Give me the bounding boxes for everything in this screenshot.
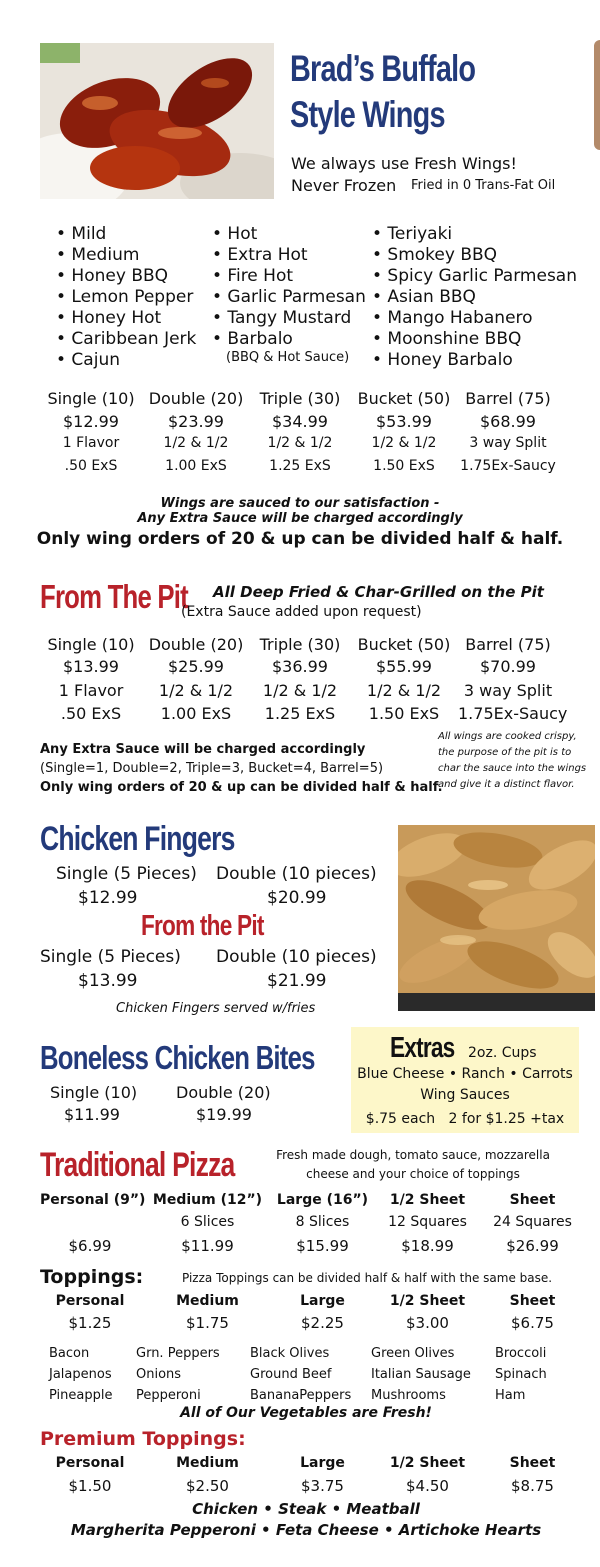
price-cell: $13.99	[63, 657, 119, 676]
size-cell: Double (20)	[148, 389, 244, 408]
wings-photo	[40, 43, 274, 199]
wings-note-2: Any Extra Sauce will be charged accordingly	[137, 511, 463, 526]
pit-charge-detail: (Single=1, Double=2, Triple=3, Bucket=4, Barrel=5)	[40, 761, 384, 776]
topping-item: Pineapple	[49, 1388, 113, 1403]
toppings-col-1	[49, 1343, 112, 1406]
fingers-pit-size-2: Double (10 pieces)	[216, 947, 377, 967]
split-cell: 1/2 & 1/2	[267, 435, 333, 451]
flavor-item: • Extra Hot	[212, 245, 308, 265]
premium-price: $2.50	[186, 1477, 229, 1495]
split-cell: 3 way Split	[469, 435, 547, 451]
topping-item: Pepperoni	[136, 1388, 201, 1403]
pit-charge-note: Any Extra Sauce will be charged accordingly	[40, 742, 366, 757]
fingers-size-2: Double (10 pieces)	[216, 864, 377, 884]
exs-cell: .50 ExS	[60, 704, 122, 723]
premium-size: 1/2 Sheet	[389, 1455, 466, 1471]
size-cell: Triple (30)	[259, 389, 341, 408]
toppings-note: Pizza Toppings can be divided half & half with the same base.	[182, 1271, 553, 1285]
wings-prices-row	[40, 412, 558, 431]
split-cell: 3 way Split	[463, 681, 553, 700]
pizza-slices: 24 Squares	[493, 1214, 572, 1230]
wings-title-line2: Style Wings	[290, 94, 445, 135]
flavor-item: • Barbalo	[212, 329, 293, 349]
toppings-prices-row	[40, 1314, 580, 1332]
toppings-col-4	[371, 1343, 471, 1406]
flavor-item: • Asian BBQ	[372, 287, 476, 307]
fried-text: Fried in 0 Trans-Fat Oil	[411, 178, 556, 193]
premium-size: Personal	[55, 1455, 125, 1471]
crispy-line: All wings are cooked crispy,	[438, 731, 577, 742]
exs-cell: 1.25 ExS	[269, 458, 331, 474]
wings-exs-row	[40, 458, 558, 474]
pizza-price: $26.99	[506, 1237, 559, 1255]
split-cell: 1/2 & 1/2	[366, 681, 442, 700]
pizza-slices	[40, 1214, 140, 1230]
exs-cell: 1.50 ExS	[373, 458, 435, 474]
bites-size-1: Single (10)	[50, 1083, 138, 1102]
topping-item: Ham	[495, 1388, 526, 1403]
pizza-sizes-row	[40, 1192, 580, 1208]
pizza-size: Medium (12”)	[152, 1192, 263, 1208]
flavor-item: • Tangy Mustard	[212, 308, 352, 328]
topping-item: Mushrooms	[371, 1388, 446, 1403]
size-cell: Single (10)	[47, 389, 135, 408]
premium-price: $1.50	[68, 1477, 112, 1495]
extras-price: $.75 each 2 for $1.25 +tax	[365, 1111, 565, 1127]
fingers-price-1: $12.99	[78, 888, 138, 908]
flavor-item: • Garlic Parmesan	[212, 287, 366, 307]
wings-note-1: Wings are sauced to our satisfaction -	[160, 496, 440, 511]
extras-title: Extras	[390, 1032, 455, 1064]
wings-sizes-row	[40, 389, 558, 408]
crispy-line: and give it a distinct flavor.	[438, 779, 575, 790]
toppings-col-2	[136, 1343, 220, 1406]
premium-size: Large	[300, 1455, 345, 1471]
toppings-col-5	[495, 1343, 547, 1406]
premium-price: $3.75	[301, 1477, 344, 1495]
pizza-slices: 8 Slices	[295, 1214, 350, 1230]
premium-size: Sheet	[509, 1455, 556, 1471]
pizza-price: $11.99	[181, 1237, 234, 1255]
price-cell: $70.99	[480, 657, 536, 676]
flavor-item: • Moonshine BBQ	[372, 329, 522, 349]
premium-prices-row	[40, 1477, 580, 1495]
split-cell: 1/2 & 1/2	[158, 681, 234, 700]
pizza-price: $6.99	[68, 1237, 112, 1255]
size-cell: Bucket (50)	[357, 389, 451, 408]
flavor-item: • Teriyaki	[372, 224, 453, 244]
split-cell: 1/2 & 1/2	[262, 681, 338, 700]
exs-cell: 1.00 ExS	[165, 458, 227, 474]
never-frozen-text: Never Frozen	[291, 176, 397, 195]
pit-title: From The Pit	[40, 578, 188, 615]
topping-size: Medium	[176, 1293, 239, 1309]
premium-price: $4.50	[406, 1477, 449, 1495]
price-cell: $34.99	[272, 412, 328, 431]
price-cell: $55.99	[376, 657, 432, 676]
premium-line-2: Margherita Pepperoni • Feta Cheese • Artichoke Hearts	[70, 1521, 542, 1539]
pizza-slices-row	[40, 1214, 580, 1230]
toppings-title: Toppings:	[40, 1266, 144, 1288]
pizza-size: Personal (9”)	[40, 1192, 146, 1208]
pizza-title: Traditional Pizza	[40, 1146, 235, 1184]
flavor-item: • Honey Barbalo	[372, 350, 513, 370]
flavor-item: • Fire Hot	[212, 266, 294, 286]
topping-item: Italian Sausage	[371, 1367, 471, 1382]
topping-price: $3.00	[406, 1314, 449, 1332]
pit-crispy-note	[438, 729, 586, 793]
wings-title-line1: Brad’s Buffalo	[290, 48, 476, 89]
flavor-item: • Lemon Pepper	[56, 287, 194, 307]
pizza-prices-row	[40, 1237, 580, 1255]
pit-exs-row	[40, 704, 568, 723]
topping-item: Black Olives	[250, 1346, 330, 1361]
flavor-item: • Honey Hot	[56, 308, 162, 328]
crispy-line: char the sauce into the wings	[438, 763, 587, 774]
bites-title: Boneless Chicken Bites	[40, 1039, 315, 1076]
topping-price: $1.25	[68, 1314, 112, 1332]
fingers-pit-title: From the Pit	[141, 910, 264, 942]
premium-price: $8.75	[511, 1477, 554, 1495]
wings-split-row	[40, 435, 558, 451]
exs-cell: 1.00 ExS	[160, 704, 232, 723]
topping-item: Jalapenos	[49, 1367, 112, 1382]
flavor-item: • Medium	[56, 245, 140, 265]
pizza-price: $15.99	[296, 1237, 349, 1255]
edge-photo-fragment	[594, 40, 600, 150]
topping-size: 1/2 Sheet	[389, 1293, 466, 1309]
pit-sizes-row	[40, 635, 558, 654]
premium-size: Medium	[176, 1455, 239, 1471]
price-cell: $25.99	[168, 657, 224, 676]
premium-line-1: Chicken • Steak • Meatball	[192, 1500, 420, 1518]
pit-subtitle: All Deep Fried & Char-Grilled on the Pit	[213, 583, 544, 601]
topping-size: Sheet	[509, 1293, 556, 1309]
fingers-pit-price-2: $21.99	[267, 971, 327, 991]
flavor-item: • Hot	[212, 224, 258, 244]
wings-half-note: Only wing orders of 20 & up can be divided half & half.	[36, 529, 564, 549]
pizza-slices: 6 Slices	[180, 1214, 235, 1230]
barbalo-note: (BBQ & Hot Sauce)	[226, 350, 350, 365]
fingers-photo	[398, 825, 595, 1011]
bites-price-1: $11.99	[64, 1105, 120, 1124]
exs-cell: 1.25 ExS	[264, 704, 336, 723]
toppings-sizes-row	[40, 1293, 580, 1309]
split-cell: 1/2 & 1/2	[371, 435, 437, 451]
crispy-line: the purpose of the pit is to	[438, 747, 572, 758]
fingers-pit-price-1: $13.99	[78, 971, 138, 991]
topping-size: Personal	[55, 1293, 125, 1309]
fingers-size-1: Single (5 Pieces)	[56, 864, 197, 884]
topping-item: Ground Beef	[250, 1367, 332, 1382]
price-cell: $12.99	[63, 412, 119, 431]
pizza-desc-2: cheese and your choice of toppings	[306, 1167, 520, 1181]
flavor-list-2	[212, 224, 366, 366]
price-cell: $23.99	[168, 412, 224, 431]
exs-cell: 1.50 ExS	[368, 704, 440, 723]
topping-price: $2.25	[301, 1314, 344, 1332]
veg-note: All of Our Vegetables are Fresh!	[180, 1405, 432, 1421]
flavor-item: • Mango Habanero	[372, 308, 533, 328]
flavor-item: • Smokey BBQ	[372, 245, 498, 265]
size-cell: Bucket (50)	[357, 635, 451, 654]
topping-item: Bacon	[49, 1346, 90, 1361]
pizza-price: $18.99	[401, 1237, 454, 1255]
split-cell: 1 Flavor	[62, 435, 120, 451]
flavor-list-3	[372, 224, 577, 371]
exs-cell: .50 ExS	[64, 458, 118, 474]
extras-cups: 2oz. Cups	[468, 1045, 537, 1061]
flavor-item: • Mild	[56, 224, 107, 244]
topping-item: Grn. Peppers	[136, 1346, 220, 1361]
flavor-item: • Spicy Garlic Parmesan	[372, 266, 577, 286]
topping-item: BananaPeppers	[250, 1388, 352, 1403]
pizza-size: 1/2 Sheet	[389, 1192, 466, 1208]
size-cell: Triple (30)	[259, 635, 341, 654]
pit-prices-row	[40, 657, 558, 676]
topping-item: Broccoli	[495, 1346, 547, 1361]
split-cell: 1 Flavor	[58, 681, 124, 700]
bites-price-2: $19.99	[196, 1105, 252, 1124]
pizza-size: Sheet	[509, 1192, 556, 1208]
fingers-price-2: $20.99	[267, 888, 327, 908]
fingers-title: Chicken Fingers	[40, 820, 235, 858]
flavor-item: • Caribbean Jerk	[56, 329, 197, 349]
bites-size-2: Double (20)	[176, 1083, 271, 1102]
pit-split-row	[40, 681, 558, 700]
flavor-item: • Cajun	[56, 350, 120, 370]
wings-image	[40, 43, 274, 199]
price-cell: $68.99	[480, 412, 536, 431]
price-cell: $36.99	[272, 657, 328, 676]
size-cell: Barrel (75)	[465, 635, 551, 654]
price-cell: $53.99	[376, 412, 432, 431]
size-cell: Double (20)	[148, 635, 244, 654]
size-cell: Single (10)	[47, 635, 135, 654]
pit-extra: (Extra Sauce added upon request)	[181, 604, 422, 620]
size-cell: Barrel (75)	[465, 389, 551, 408]
pizza-slices: 12 Squares	[388, 1214, 467, 1230]
extras-items: Blue Cheese • Ranch • Carrots	[357, 1066, 573, 1082]
premium-title: Premium Toppings:	[40, 1428, 246, 1450]
fresh-wings-text: We always use Fresh Wings!	[291, 154, 517, 173]
fingers-note: Chicken Fingers served w/fries	[116, 1001, 316, 1016]
flavor-item: • Honey BBQ	[56, 266, 169, 286]
split-cell: 1/2 & 1/2	[163, 435, 229, 451]
fingers-pit-size-1: Single (5 Pieces)	[40, 947, 181, 967]
flavor-list-1	[56, 224, 196, 371]
topping-price: $6.75	[511, 1314, 554, 1332]
pizza-size: Large (16”)	[276, 1192, 369, 1208]
topping-price: $1.75	[186, 1314, 229, 1332]
extras-sauces: Wing Sauces	[420, 1087, 510, 1103]
pit-half-note: Only wing orders of 20 & up can be divided half & half.	[40, 780, 443, 795]
topping-size: Large	[300, 1293, 345, 1309]
topping-item: Spinach	[495, 1367, 547, 1382]
premium-sizes-row	[40, 1455, 580, 1471]
exs-cell: 1.75Ex-Saucy	[460, 458, 556, 474]
topping-item: Onions	[136, 1367, 182, 1382]
fingers-image	[398, 825, 595, 1011]
pizza-desc-1: Fresh made dough, tomato sauce, mozzarella	[276, 1148, 550, 1162]
exs-cell: 1.75Ex-Saucy	[458, 704, 568, 723]
topping-item: Green Olives	[371, 1346, 455, 1361]
toppings-col-3	[250, 1343, 351, 1406]
